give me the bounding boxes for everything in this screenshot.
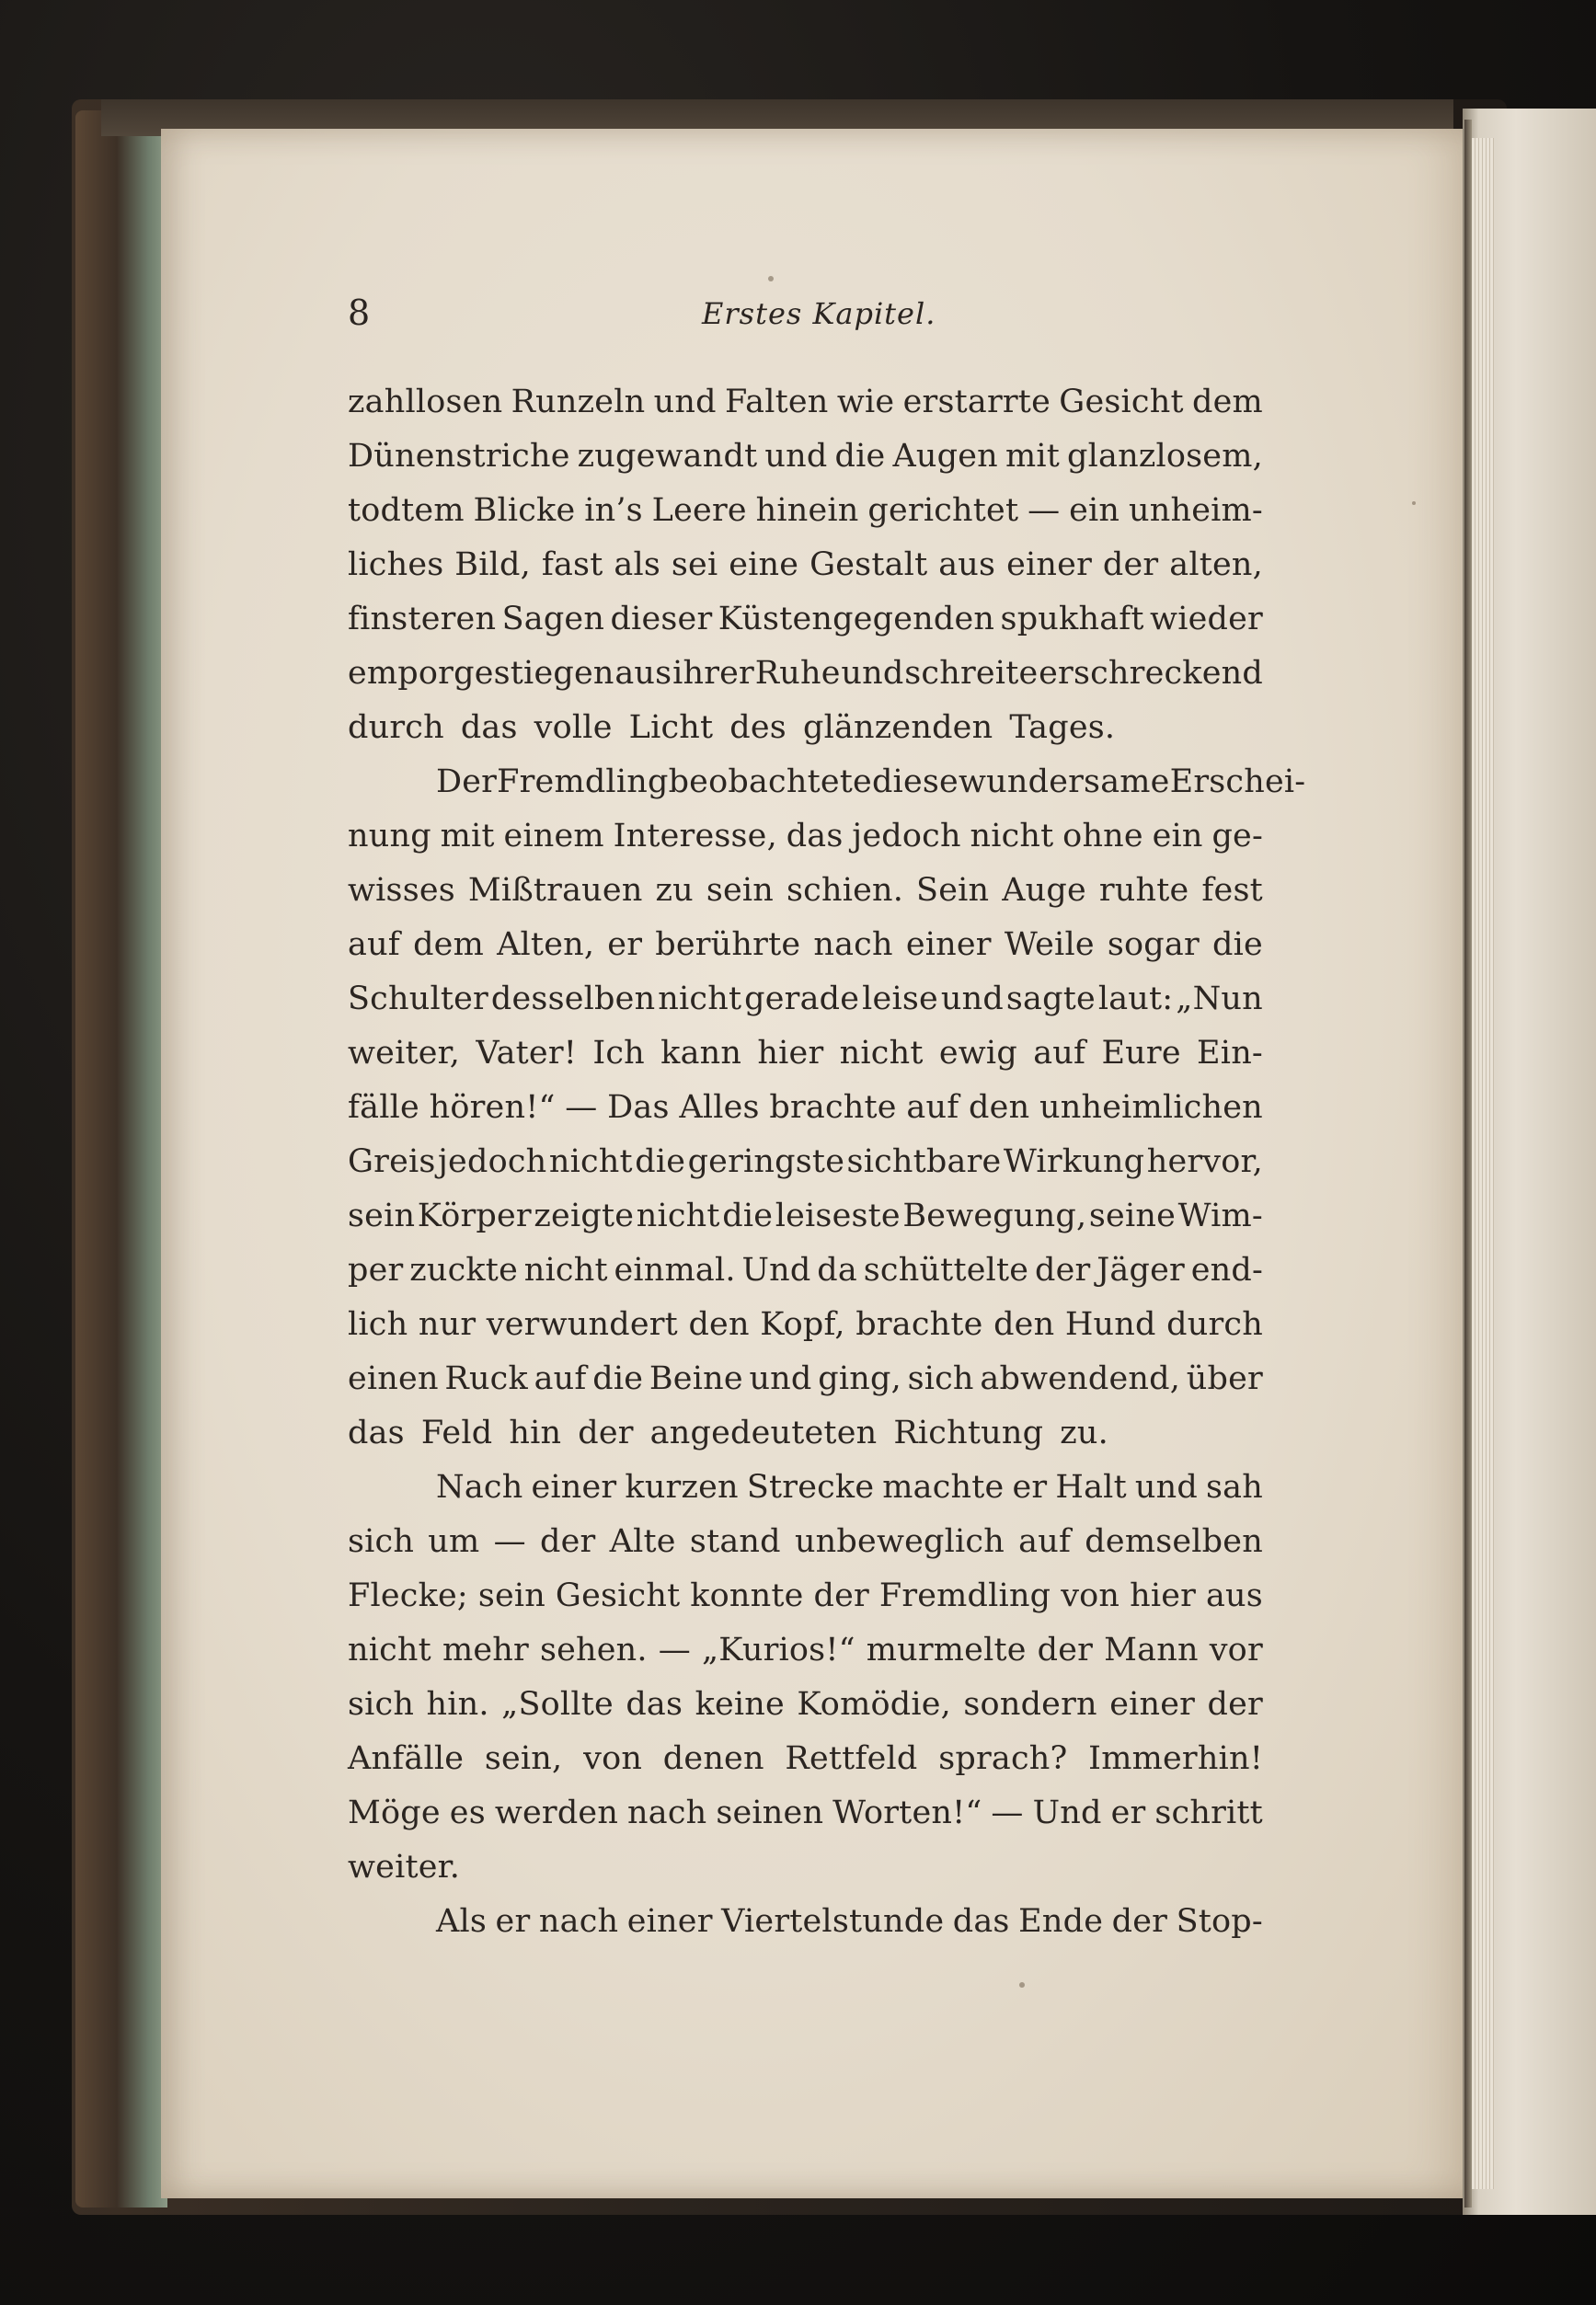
word: volle (534, 709, 613, 746)
word: emporgestiegen (348, 655, 614, 692)
word: sehen. (539, 1632, 648, 1669)
word: weiter. (348, 1849, 461, 1886)
word: brachte (855, 1306, 983, 1343)
word: Kopf, (760, 1306, 845, 1343)
word: Richtung (893, 1415, 1044, 1451)
word: jedoch (852, 818, 961, 854)
word: geringste (687, 1143, 845, 1180)
word: verwundert (486, 1306, 678, 1343)
word: einer (1109, 1686, 1196, 1723)
text-line (348, 1244, 1263, 1298)
word: einmal. (614, 1252, 736, 1289)
word: aus (938, 546, 996, 583)
word: Ein- (1197, 1035, 1263, 1072)
word: einem (503, 818, 604, 854)
text-line (348, 538, 1263, 592)
word: das (786, 818, 844, 854)
word: sondern (963, 1686, 1097, 1723)
text-line (348, 918, 1263, 972)
word: Worten!“ (832, 1795, 982, 1831)
text-line (348, 1623, 1263, 1678)
word: nicht (548, 1143, 633, 1180)
word: fälle (348, 1089, 419, 1126)
word: durch (1166, 1306, 1263, 1343)
word: ein (1152, 818, 1203, 854)
word: Augen (892, 438, 998, 475)
word: finsteren (348, 601, 497, 637)
word: mehr (442, 1632, 529, 1669)
word: machte (882, 1469, 1005, 1506)
word: Immerhin! (1088, 1740, 1263, 1777)
word: Auge (1002, 872, 1086, 909)
word: ewig (938, 1035, 1017, 1072)
word: Alles (679, 1089, 760, 1126)
word: Küstengegenden (718, 601, 995, 637)
word: mit (1005, 438, 1060, 475)
word: Dünenstriche (348, 438, 570, 475)
word: Blicke (473, 492, 576, 529)
word: eine (729, 546, 799, 583)
text-line (348, 755, 1306, 809)
word: sein (477, 1577, 546, 1614)
word: „Kurios!“ (701, 1632, 855, 1669)
word: unheim- (1128, 492, 1263, 529)
word: mit (440, 818, 495, 854)
word: Leere (651, 492, 747, 529)
word: sah (1206, 1469, 1263, 1506)
word: Gestalt (809, 546, 928, 583)
word: Mißtrauen (467, 872, 643, 909)
word: unheimlichen (1039, 1089, 1263, 1126)
word: seine (1088, 1198, 1177, 1234)
text-line (348, 1786, 1263, 1841)
book-spine-edge (75, 110, 167, 2208)
word: Ruck (444, 1360, 528, 1397)
word: der (813, 1577, 869, 1614)
text-line (348, 1406, 1263, 1461)
word: durch (348, 709, 444, 746)
word: Körper (417, 1198, 532, 1234)
text-line (348, 1081, 1263, 1135)
body-text (348, 375, 1306, 1949)
word: Und (741, 1252, 811, 1289)
word: Ende (1018, 1903, 1104, 1940)
word: Rettfeld (785, 1740, 918, 1777)
word: Als (436, 1903, 488, 1940)
word: „Nun (1176, 980, 1263, 1017)
word: Nach (436, 1469, 523, 1506)
word: Alten, (497, 926, 595, 963)
page-stack-edge (1472, 138, 1494, 2189)
word: glänzenden (802, 709, 993, 746)
word: Möge (348, 1795, 441, 1831)
word: Fremdling (878, 1577, 1051, 1614)
word: auf (1018, 1523, 1072, 1560)
word: ging, (818, 1360, 901, 1397)
word: vor (1209, 1632, 1263, 1669)
word: — (493, 1523, 526, 1560)
word: hinein (755, 492, 859, 529)
word: gerichtet (867, 492, 1019, 529)
word: ruhte (1098, 872, 1189, 909)
word: hin. (426, 1686, 489, 1723)
word: lich (348, 1306, 408, 1343)
word: Strecke (746, 1469, 875, 1506)
text-line (348, 1189, 1263, 1244)
word: Tages. (1009, 709, 1116, 746)
text-line (348, 1895, 1263, 1949)
word: — (658, 1632, 691, 1669)
word: berührte (655, 926, 801, 963)
word: weiter, (348, 1035, 461, 1072)
word: hier (757, 1035, 824, 1072)
running-header (348, 292, 1258, 338)
word: Jäger (1097, 1252, 1185, 1289)
word: das (460, 709, 518, 746)
word: aus (1205, 1577, 1263, 1614)
word: Flecke; (348, 1577, 468, 1614)
word: der (1111, 1903, 1168, 1940)
word: ihrer (672, 655, 754, 692)
word: Stop- (1176, 1903, 1263, 1940)
word: als (614, 546, 660, 583)
word: dem (413, 926, 484, 963)
word: — (565, 1089, 598, 1126)
word: brachte (769, 1089, 897, 1126)
word: die (592, 1360, 644, 1397)
word: der (1037, 1632, 1094, 1669)
word: es (449, 1795, 486, 1831)
word: da (817, 1252, 857, 1289)
word: zeigte (534, 1198, 635, 1234)
word: sein (706, 872, 775, 909)
word: einer (531, 1469, 617, 1506)
word: er (1012, 1469, 1048, 1506)
word: nicht (636, 1198, 720, 1234)
word: nur (418, 1306, 477, 1343)
word: fest (1201, 872, 1263, 909)
word: nicht (839, 1035, 924, 1072)
word: aus (614, 655, 672, 692)
word: Ruhe (754, 655, 841, 692)
word: kurzen (625, 1469, 739, 1506)
text-line (348, 1569, 1263, 1623)
word: er (1110, 1795, 1146, 1831)
word: wie (836, 384, 895, 420)
word: zahllosen (348, 384, 503, 420)
text-line (348, 1135, 1263, 1189)
word: spukhaft (1000, 601, 1144, 637)
word: Weile (1004, 926, 1095, 963)
word: demselben (1085, 1523, 1263, 1560)
word: den (688, 1306, 750, 1343)
word: der (578, 1415, 634, 1451)
word: Mann (1104, 1632, 1199, 1669)
word: diese (871, 763, 959, 800)
text-line (348, 1732, 1263, 1786)
word: Wirkung (1003, 1143, 1145, 1180)
text-line (348, 972, 1263, 1026)
word: der (540, 1523, 596, 1560)
word: per (348, 1252, 404, 1289)
text-line (348, 1298, 1263, 1352)
word: glanzlosem, (1067, 438, 1263, 475)
word: Sagen (501, 601, 605, 637)
word: angedeuteten (649, 1415, 878, 1451)
word: die (834, 438, 886, 475)
word: von (1061, 1577, 1120, 1614)
word: Komödie, (797, 1686, 951, 1723)
word: der (1102, 546, 1159, 583)
word: Hund (1064, 1306, 1156, 1343)
word: das (348, 1415, 405, 1451)
word: „Sollte (501, 1686, 614, 1723)
word: nicht (523, 1252, 608, 1289)
word: die (722, 1198, 774, 1234)
word: hin (509, 1415, 562, 1451)
word: auf (534, 1360, 587, 1397)
word: das (952, 1903, 1010, 1940)
word: end- (1190, 1252, 1263, 1289)
word: sich (348, 1686, 415, 1723)
word: seinen (716, 1795, 824, 1831)
word: sprach? (938, 1740, 1068, 1777)
text-line (348, 1026, 1263, 1081)
page-number: 8 (348, 292, 371, 333)
word: den (969, 1089, 1030, 1126)
word: sei (671, 546, 718, 583)
word: Ich (592, 1035, 645, 1072)
text-line (348, 484, 1263, 538)
word: Vater! (476, 1035, 578, 1072)
word: leiseste (775, 1198, 901, 1234)
word: nach (627, 1795, 707, 1831)
word: wisses (348, 872, 455, 909)
word: der (1034, 1252, 1091, 1289)
word: auf (348, 926, 400, 963)
word: alten, (1169, 546, 1263, 583)
word: Erschei- (1169, 763, 1306, 800)
word: zuckte (409, 1252, 518, 1289)
paper-speck (1412, 501, 1416, 505)
text-line (348, 1352, 1263, 1406)
word: nicht (970, 818, 1054, 854)
word: Bild, (454, 546, 531, 583)
word: zu (655, 872, 694, 909)
word: er (607, 926, 643, 963)
word: des (729, 709, 787, 746)
word: schüttelte (863, 1252, 1029, 1289)
word: denen (662, 1740, 764, 1777)
word: zu. (1060, 1415, 1108, 1451)
word: zugewandt (577, 438, 758, 475)
text-line (348, 1841, 1263, 1895)
word: Runzeln (511, 384, 646, 420)
word: Eure (1101, 1035, 1181, 1072)
word: Das (607, 1089, 670, 1126)
text-line (348, 864, 1263, 918)
word: dem (1192, 384, 1263, 420)
word: Sein (916, 872, 990, 909)
word: Gesicht (1059, 384, 1184, 420)
text-line (348, 430, 1263, 484)
word: und (749, 1360, 812, 1397)
word: die (1212, 926, 1263, 963)
word: sichtbare (846, 1143, 1002, 1180)
word: nicht (658, 980, 742, 1017)
text-line (348, 1461, 1263, 1515)
word: er (495, 1903, 531, 1940)
text-line (348, 375, 1263, 430)
word: Interesse, (613, 818, 777, 854)
word: Anfälle (348, 1740, 465, 1777)
word: werden (494, 1795, 619, 1831)
word: abwendend, (980, 1360, 1181, 1397)
word: ge- (1211, 818, 1263, 854)
word: Schulter (348, 980, 488, 1017)
running-title: Erstes Kapitel. (702, 296, 936, 331)
word: desselben (490, 980, 656, 1017)
word: Viertelstunde (721, 1903, 945, 1940)
word: Halt (1055, 1469, 1127, 1506)
word: und (764, 438, 828, 475)
word: wundersame (958, 763, 1170, 800)
word: auf (906, 1089, 959, 1126)
word: nung (348, 818, 431, 854)
word: leise (862, 980, 938, 1017)
word: stand (689, 1523, 781, 1560)
word: erstarrte (902, 384, 1051, 420)
word: einer (626, 1903, 713, 1940)
word: über (1186, 1360, 1263, 1397)
text-line (348, 701, 1263, 755)
paper-speck (1019, 1982, 1025, 1988)
word: einen (348, 1360, 439, 1397)
word: hier (1130, 1577, 1197, 1614)
word: nach (538, 1903, 619, 1940)
word: dieser (610, 601, 713, 637)
word: der (1207, 1686, 1263, 1723)
text-line (348, 647, 1263, 701)
word: Falten (725, 384, 829, 420)
word: fast (541, 546, 603, 583)
word: gerade (744, 980, 860, 1017)
word: Greis (348, 1143, 436, 1180)
word: schien. (786, 872, 904, 909)
word: und (1134, 1469, 1198, 1506)
paper-speck (768, 276, 774, 281)
word: sogar (1107, 926, 1200, 963)
word: kann (660, 1035, 742, 1072)
word: von (583, 1740, 643, 1777)
word: erschreckend (1039, 655, 1263, 692)
word: den (993, 1306, 1055, 1343)
word: murmelte (866, 1632, 1027, 1669)
word: keine (695, 1686, 785, 1723)
text-line (348, 1515, 1263, 1569)
word: und (841, 655, 904, 692)
word: — (991, 1795, 1024, 1831)
word: — (1028, 492, 1061, 529)
word: Wim- (1177, 1198, 1263, 1234)
text-line (348, 592, 1263, 647)
word: Und (1032, 1795, 1102, 1831)
word: um (428, 1523, 480, 1560)
word: die (635, 1143, 686, 1180)
word: einer (1006, 546, 1093, 583)
word: Beine (649, 1360, 743, 1397)
word: Bewegung, (902, 1198, 1087, 1234)
word: todtem (348, 492, 465, 529)
word: hören!“ (429, 1089, 556, 1126)
word: sein, (484, 1740, 563, 1777)
word: nicht (348, 1632, 431, 1669)
word: schreite (904, 655, 1039, 692)
word: unbeweglich (794, 1523, 1005, 1560)
word: und (653, 384, 717, 420)
gutter (1464, 120, 1472, 2208)
word: sich (348, 1523, 415, 1560)
word: nach (813, 926, 893, 963)
word: ein (1069, 492, 1120, 529)
text-line (348, 809, 1263, 864)
word: Licht (628, 709, 714, 746)
word: sein (348, 1198, 416, 1234)
word: konnte (690, 1577, 804, 1614)
word: das (626, 1686, 683, 1723)
word: liches (348, 546, 444, 583)
word: Feld (420, 1415, 493, 1451)
word: Gesicht (555, 1577, 681, 1614)
word: ohne (1062, 818, 1143, 854)
word: Alte (609, 1523, 676, 1560)
word: und (940, 980, 1004, 1017)
word: einer (905, 926, 992, 963)
word: wieder (1150, 601, 1263, 637)
word: in’s (584, 492, 643, 529)
word: auf (1033, 1035, 1086, 1072)
word: hervor, (1146, 1143, 1263, 1180)
word: jedoch (438, 1143, 547, 1180)
word: Fremdling (497, 763, 669, 800)
word: sich (907, 1360, 974, 1397)
word: schritt (1154, 1795, 1263, 1831)
word: beobachtete (668, 763, 872, 800)
word: sagte (1005, 980, 1096, 1017)
word: Der (436, 763, 498, 800)
text-line (348, 1678, 1263, 1732)
word: laut: (1097, 980, 1174, 1017)
